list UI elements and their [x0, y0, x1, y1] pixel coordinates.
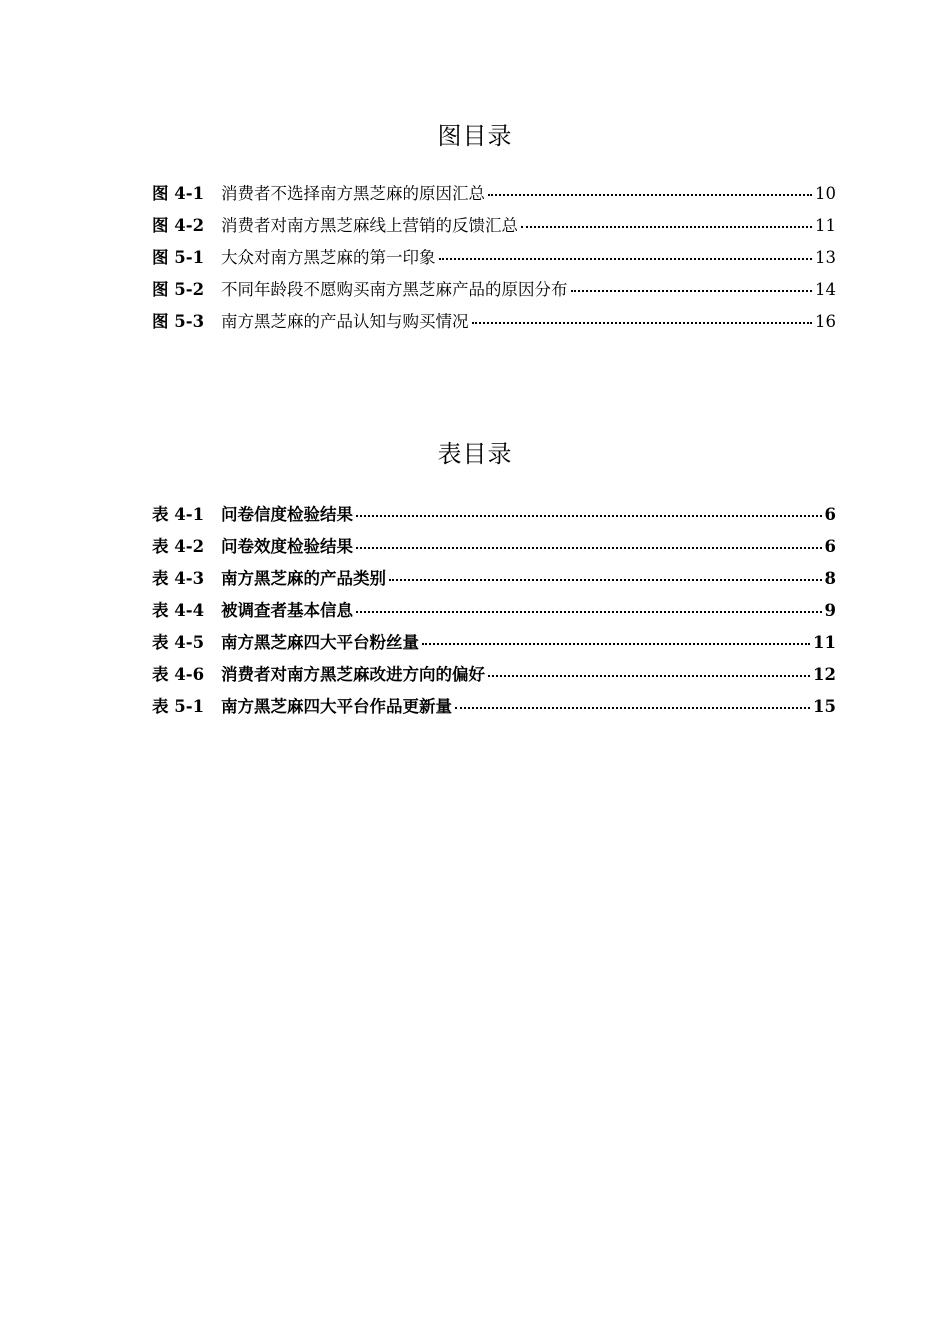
- page-number: 9: [824, 601, 836, 620]
- dot-leader: [422, 643, 810, 645]
- figure-number: 图 5-1: [152, 248, 205, 267]
- table-caption: 问卷信度检验结果: [221, 505, 353, 524]
- figure-caption: 不同年龄段不愿购买南方黑芝麻产品的原因分布: [221, 280, 568, 299]
- table-entry[interactable]: [152, 633, 836, 665]
- page-number: 6: [824, 505, 836, 524]
- table-caption: 问卷效度检验结果: [221, 537, 353, 556]
- figure-number: 图 5-2: [152, 280, 205, 299]
- table-entry[interactable]: [152, 697, 836, 729]
- table-caption: 被调查者基本信息: [221, 601, 353, 620]
- figure-list-title: 图目录: [437, 122, 513, 150]
- figure-entry[interactable]: [152, 280, 836, 312]
- table-number: 表 4-5: [152, 633, 205, 652]
- dot-leader: [571, 290, 813, 292]
- page-number: 15: [813, 697, 836, 716]
- dot-leader: [439, 258, 813, 260]
- page-number: 11: [813, 633, 836, 652]
- figure-caption: 消费者不选择南方黑芝麻的原因汇总: [221, 184, 485, 203]
- figure-caption: 消费者对南方黑芝麻线上营销的反馈汇总: [221, 216, 518, 235]
- page-number: 16: [815, 312, 836, 331]
- page-number: 10: [815, 184, 836, 203]
- page-number: 13: [815, 248, 836, 267]
- table-number: 表 4-2: [152, 537, 205, 556]
- figure-entry[interactable]: [152, 216, 836, 248]
- table-caption: 南方黑芝麻四大平台粉丝量: [221, 633, 419, 652]
- dot-leader: [521, 226, 812, 228]
- table-number: 表 4-6: [152, 665, 205, 684]
- dot-leader: [488, 675, 810, 677]
- table-number: 表 4-1: [152, 505, 205, 524]
- figure-number: 图 4-1: [152, 184, 205, 203]
- table-number: 表 4-4: [152, 601, 205, 620]
- figure-entry[interactable]: [152, 312, 836, 344]
- table-number: 表 5-1: [152, 697, 205, 716]
- dot-leader: [472, 322, 813, 324]
- figure-caption: 南方黑芝麻的产品认知与购买情况: [221, 312, 469, 331]
- page-number: 6: [824, 537, 836, 556]
- table-caption: 消费者对南方黑芝麻改进方向的偏好: [221, 665, 485, 684]
- page-number: 8: [824, 569, 836, 588]
- figure-list: [152, 184, 836, 344]
- page-number: 14: [815, 280, 836, 299]
- dot-leader: [356, 547, 822, 549]
- figure-caption: 大众对南方黑芝麻的第一印象: [221, 248, 436, 267]
- table-entry[interactable]: [152, 537, 836, 569]
- figure-entry[interactable]: [152, 184, 836, 216]
- dot-leader: [389, 579, 822, 581]
- figure-number: 图 5-3: [152, 312, 205, 331]
- table-caption: 南方黑芝麻四大平台作品更新量: [221, 697, 452, 716]
- table-number: 表 4-3: [152, 569, 205, 588]
- page-number: 12: [813, 665, 836, 684]
- table-entry[interactable]: [152, 569, 836, 601]
- table-entry[interactable]: [152, 665, 836, 697]
- table-caption: 南方黑芝麻的产品类别: [221, 569, 386, 588]
- dot-leader: [488, 194, 812, 196]
- page-number: 11: [815, 216, 836, 235]
- table-entry[interactable]: [152, 601, 836, 633]
- figure-entry[interactable]: [152, 248, 836, 280]
- figure-number: 图 4-2: [152, 216, 205, 235]
- dot-leader: [356, 611, 822, 613]
- table-list: [152, 505, 836, 729]
- table-list-title: 表目录: [437, 440, 513, 468]
- dot-leader: [356, 515, 822, 517]
- dot-leader: [455, 707, 810, 709]
- table-entry[interactable]: [152, 505, 836, 537]
